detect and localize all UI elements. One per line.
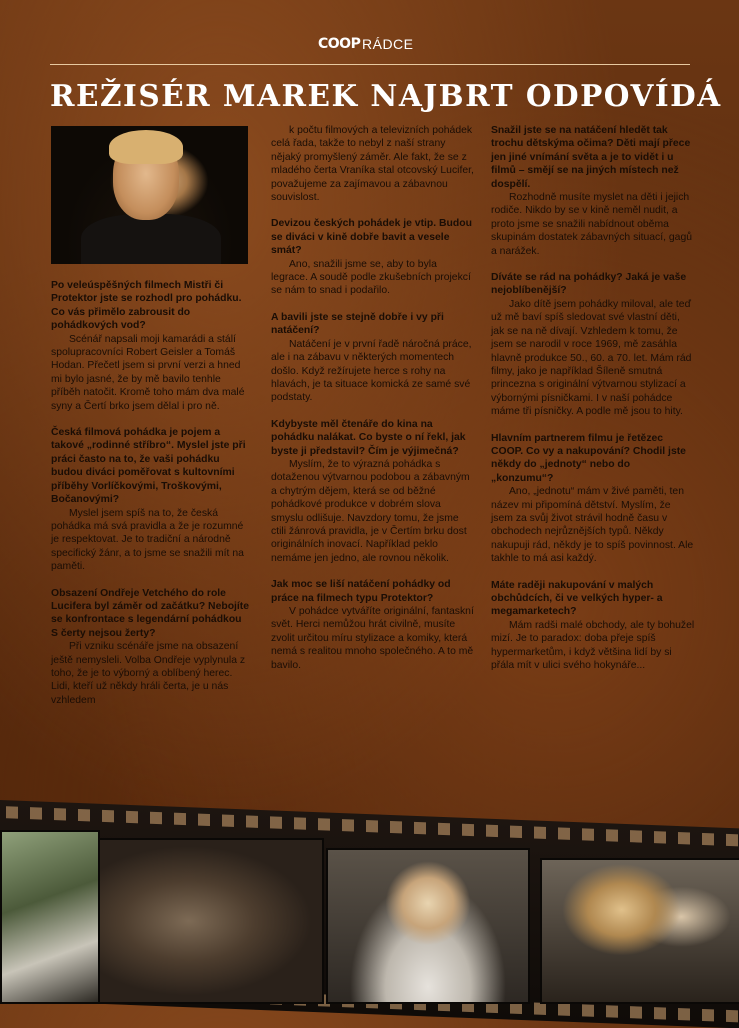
interview-question: Jak moc se liší natáčení pohádky od práce na filmech typu Protektor? [271, 579, 451, 604]
interview-answer: Natáčení je v první řadě náročná práce, ale i na zábavu v některých momentech došlo. Když režírujete herce s rohy na hlavách, je ta situace komická ze samé své podstaty. [271, 338, 472, 404]
film-still-couple [540, 858, 739, 1004]
interview-question: Snažil jste se na natáčení hledět tak trochu dětskýma očima? Děti mají přece jen jiné vnímání světa a je to vidět i u filmů – smějí se na jiných místech než dospělí. [491, 125, 691, 190]
director-portrait-photo [51, 126, 248, 264]
interview-question: Obsazení Ondřeje Vetchého do role Lucifera byl záměr od začátku? Nebojíte se konfrontace s legendární pohádkou S čerty nejsou žerty? [51, 587, 250, 639]
paragraph-gap [271, 298, 475, 311]
interview-question: Devizou českých pohádek je vtip. Budou se diváci v kině dobře bavit a vesele smát? [271, 218, 472, 257]
interview-question: Česká filmová pohádka je pojem a takové „rodinné stříbro“. Myslel jste při práci často na to, že vaši pohádku budou diváci poměřovat s kultovními příběhy Vorlíčkovými, Troškovými, Bočanovými? [51, 427, 246, 506]
interview-question: Kdybyste měl čtenáře do kina na pohádku nalákat. Co byste o ní řekl, jak byste ji představil? Čím je výjimečná? [271, 418, 466, 457]
paragraph-gap [51, 413, 251, 426]
interview-answer: V pohádce vytváříte originální, fantaskní svět. Herci nemůžou hrát civilně, musíte zvolit určitou míru stylizace a komiky, která nemá s realitou mnoho společného. A to mě bavilo. [271, 606, 474, 671]
paragraph-gap [51, 574, 251, 587]
portrait-hair [109, 130, 183, 164]
article-title: REŽISÉR MAREK NAJBRT ODPOVÍDÁ [50, 78, 722, 113]
article-column-2 [271, 124, 475, 672]
paragraph-gap [491, 566, 695, 579]
film-still-princess [326, 848, 530, 1004]
interview-answer: Ano, „jednotu“ mám v živé paměti, ten název mi připomíná dětství. Myslím, že jsem za svůj život strávil hodně času v obchodech nejrůznějších typů. Někdy nakupuji rád, někdy je to spíš povinnost. Ale takhle to má asi každý. [491, 486, 694, 565]
paragraph-gap [271, 204, 475, 217]
interview-answer: Myslím, že to výrazná pohádka s dotaženou výtvarnou podobou a zábavným a chytrým dějem, která se od běžné pohádkové produkce v dobrém slova smyslu odlišuje. Navzdory tomu, že jsme ctili žánrová pravidla, je v Čertím brku dost originálních inovací. Například peklo nemáme jen jedno, ale rovnou několik. [271, 458, 470, 564]
header-divider [50, 64, 690, 65]
interview-question: Hlavním partnerem filmu je řetězec COOP. Co vy a nakupování? Chodil jste někdy do „jednoty“ nebo do „konzumu“? [491, 432, 686, 484]
page-header [0, 28, 739, 60]
interview-question: Díváte se rád na pohádky? Jaká je vaše nejoblíbenější? [491, 272, 687, 297]
interview-answer: Jako dítě jsem pohádky miloval, ale teď už mě baví spíš sledovat své vlastní děti, jak se na ně dívají. Vzhledem k tomu, že jsem se narodil v roce 1969, mě zasáhla hlavně produkce 50., 60. a 70. let. Mám rád filmy, jako je například Šíleně smutná princezna s originální výtvarnou stylizací a výbornými písničkami. I v naší pohádce máme tři písničky. A podle mě jsou to hity. [491, 298, 692, 418]
interview-answer: Při vzniku scénáře jsme na obsazení ještě nemysleli. Volba Ondřeje vyplynula z toho, že je to výborný a oblíbený herec. Lidi, kteří už někdy hráli čerta, je u nás vzhledem [51, 641, 246, 706]
interview-question: Po veleúspěšných filmech Mistři či Protektor jste se rozhodl pro pohádku. Co vás přimělo zabrousit do pohádkových vod? [51, 280, 242, 332]
film-still-1 [0, 830, 100, 1004]
paragraph-gap [491, 258, 695, 271]
paragraph-gap [271, 405, 475, 418]
coop-logo: COOP [318, 36, 361, 52]
interview-question: Máte raději nakupování v malých obchůdcích, či ve velkých hyper- a megamarketech? [491, 579, 663, 618]
interview-answer: Mám radši malé obchody, ale ty bohužel mizí. Je to paradox: doba přeje spíš hypermarketům, i když většina lidí by si přála mít v ulici svého hokynáře... [491, 619, 695, 672]
interview-question: A bavili jste se stejně dobře i vy při natáčení? [271, 311, 444, 337]
film-still-devil [98, 838, 324, 1004]
article-column-3 [491, 124, 695, 672]
section-label: RÁDCE [362, 36, 414, 52]
interview-answer: k počtu filmových a televizních pohádek celá řada, takže to nebyl z naší strany nějaký promyšlený záměr. Ale fakt, že se z mladého čerta Vraníka stal otcovský Lucifer, považujeme za zajímavou a zábavnou souvislost. [271, 125, 474, 204]
interview-answer: Myslel jsem spíš na to, že česká pohádka má svá pravidla a že je rozumné je respektovat. Je to tradiční a národně specifický žánr, a to jsme se snažili mít na paměti. [51, 507, 244, 573]
interview-answer: Scénář napsali moji kamarádi a stálí spolupracovníci Robert Geisler a Tomáš Hodan. Přečetl jsem si první verzi a hned mi bylo jasné, že by mě bavilo tenhle příběh natočit. Kromě toho mám dva malé syny a Čertí brko jsem dělal i pro ně. [51, 333, 245, 412]
portrait-shirt [81, 214, 221, 264]
interview-answer: Ano, snažili jsme se, aby to byla legrace. A soudě podle zkušebních projekcí se nám to snad i podařilo. [271, 258, 471, 297]
interview-answer: Rozhodně musíte myslet na děti i jejich rodiče. Nikdo by se v kině neměl nudit, a proto jsme se snažili nabídnout oběma skupinám dostatek zábavných situací, gagů a narážek. [491, 192, 693, 257]
article-column-1 [51, 279, 251, 707]
paragraph-gap [491, 419, 695, 432]
paragraph-gap [271, 565, 475, 578]
